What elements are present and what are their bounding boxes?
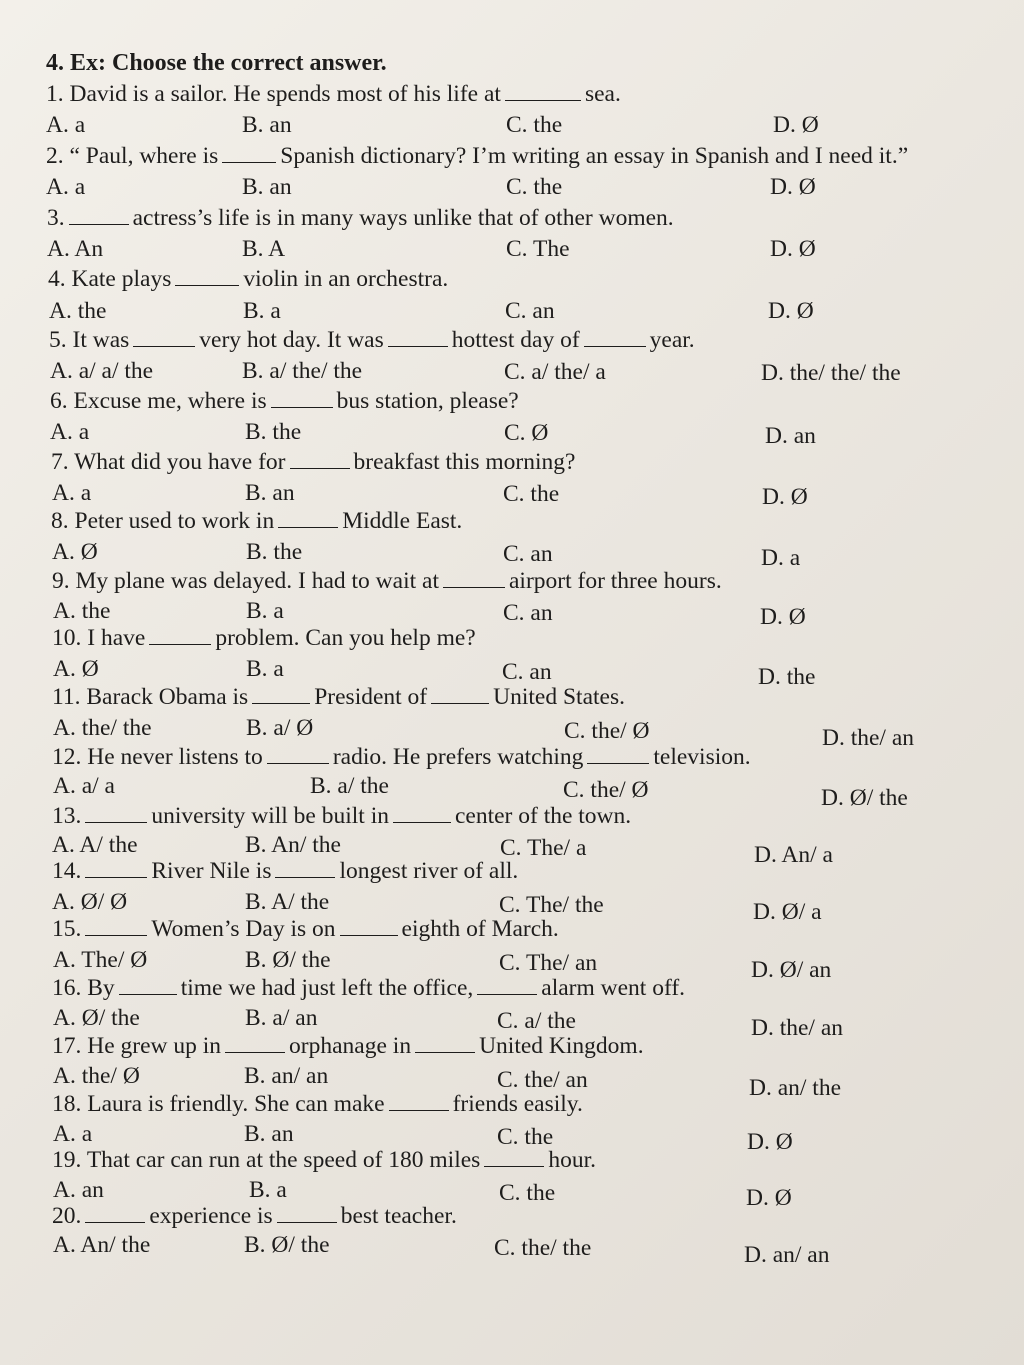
option-a[interactable]: A. Ø/ the	[53, 1005, 140, 1031]
question-text: 19. That car can run at the speed of 180 miles	[52, 1147, 481, 1173]
option-b[interactable]: B. a/ the	[310, 773, 389, 799]
option-c[interactable]: C. Ø	[504, 420, 549, 446]
answer-blank[interactable]	[225, 1032, 285, 1053]
question-text: 20.	[52, 1203, 82, 1229]
question-text: university will be built in	[151, 803, 389, 829]
option-c[interactable]: C. the	[506, 112, 563, 138]
question-text: 17. He grew up in	[52, 1033, 222, 1059]
option-b[interactable]: B. an/ an	[244, 1063, 329, 1089]
question-text: 16. By	[52, 975, 115, 1001]
question-text: very hot day. It was	[199, 327, 384, 353]
option-d[interactable]: D. the/ an	[822, 725, 915, 751]
question-8	[51, 507, 462, 535]
question-7	[51, 448, 575, 476]
option-c[interactable]: C. a/ the/ a	[504, 359, 606, 385]
answer-blank[interactable]	[505, 80, 581, 101]
answer-blank[interactable]	[175, 265, 239, 286]
question-text: 7. What did you have for	[51, 449, 286, 475]
question-16	[52, 974, 685, 1002]
option-a[interactable]: A. Ø	[52, 539, 98, 565]
question-text: Spanish dictionary? I’m writing an essay in Spanish and I need it.”	[280, 143, 909, 169]
option-b[interactable]: B. an	[244, 1121, 294, 1147]
question-text: United Kingdom.	[479, 1033, 644, 1059]
question-text: 3.	[47, 205, 65, 231]
option-c[interactable]: C. an	[502, 659, 552, 685]
question-text: year.	[649, 327, 695, 353]
question-text: friends easily.	[452, 1091, 583, 1117]
answer-blank[interactable]	[415, 1032, 475, 1053]
option-b[interactable]: B. the	[246, 539, 303, 565]
option-d[interactable]: D. Ø	[768, 298, 814, 324]
question-text: 10. I have	[52, 625, 146, 651]
option-a[interactable]: A. Ø/ Ø	[52, 889, 128, 915]
option-a[interactable]: A. A/ the	[52, 832, 138, 858]
question-5	[49, 326, 695, 354]
question-6	[50, 387, 519, 415]
answer-blank[interactable]	[389, 1090, 449, 1111]
answer-blank[interactable]	[85, 857, 147, 878]
answer-blank[interactable]	[278, 507, 338, 528]
option-c[interactable]: C. the/ Ø	[564, 718, 650, 744]
option-a[interactable]: A. a	[46, 174, 86, 200]
question-text: 14.	[52, 858, 82, 884]
option-d[interactable]: D. An/ a	[754, 842, 833, 868]
question-text: eighth of March.	[401, 916, 559, 942]
option-c[interactable]: C. the/ Ø	[563, 777, 649, 803]
option-d[interactable]: D. Ø	[760, 604, 806, 630]
question-text: bus station, please?	[336, 388, 519, 414]
option-c[interactable]: C. The/ the	[499, 892, 604, 918]
question-text: Women’s Day is on	[151, 916, 336, 942]
option-b[interactable]: B. a	[249, 1177, 287, 1203]
answer-blank[interactable]	[290, 448, 350, 469]
option-b[interactable]: B. the	[245, 419, 302, 445]
question-20	[52, 1202, 457, 1230]
answer-blank[interactable]	[69, 204, 129, 225]
question-text: television.	[653, 744, 751, 770]
question-4	[48, 265, 448, 293]
option-b[interactable]: B. an	[242, 112, 292, 138]
answer-blank[interactable]	[340, 915, 398, 936]
option-b[interactable]: B. an	[245, 480, 295, 506]
option-a[interactable]: A. a/ a	[53, 773, 115, 799]
question-15	[52, 915, 559, 943]
option-d[interactable]: D. an/ an	[744, 1242, 830, 1268]
option-c[interactable]: C. a/ the	[497, 1008, 576, 1034]
answer-blank[interactable]	[584, 326, 646, 347]
option-d[interactable]: D. the/ the/ the	[761, 360, 901, 386]
option-a[interactable]: A. The/ Ø	[53, 947, 148, 973]
option-b[interactable]: B. a/ Ø	[246, 715, 314, 741]
option-c[interactable]: C. an	[503, 600, 553, 626]
question-text: alarm went off.	[541, 975, 686, 1001]
question-17	[52, 1032, 644, 1060]
answer-blank[interactable]	[222, 142, 276, 163]
option-b[interactable]: B. An/ the	[245, 832, 341, 858]
question-text: President of	[314, 684, 428, 710]
option-b[interactable]: B. a	[246, 598, 284, 624]
option-c[interactable]: C. The/ an	[499, 950, 598, 976]
option-d[interactable]: D. an/ the	[749, 1075, 842, 1101]
option-d[interactable]: D. the	[758, 664, 816, 690]
option-a[interactable]: A. the/ Ø	[53, 1063, 140, 1089]
question-text: sea.	[584, 81, 621, 107]
option-d[interactable]: D. Ø/ a	[753, 899, 822, 925]
question-text: 4. Kate plays	[48, 266, 172, 292]
option-b[interactable]: B. Ø/ the	[244, 1232, 330, 1258]
option-d[interactable]: D. Ø	[747, 1129, 793, 1155]
question-text: 5. It was	[49, 327, 130, 353]
option-a[interactable]: A. a	[50, 419, 90, 445]
option-d[interactable]: D. Ø	[746, 1185, 792, 1211]
question-text: 13.	[52, 803, 82, 829]
answer-blank[interactable]	[443, 567, 505, 588]
question-text: actress’s life is in many ways unlike that of other women.	[132, 205, 674, 231]
question-3	[47, 204, 674, 232]
answer-blank[interactable]	[133, 326, 195, 347]
question-text: experience is	[149, 1203, 273, 1229]
question-text: time we had just left the office,	[180, 975, 474, 1001]
option-b[interactable]: B. Ø/ the	[245, 947, 331, 973]
question-19	[52, 1146, 596, 1174]
question-text: River Nile is	[151, 858, 272, 884]
question-12	[52, 743, 751, 771]
option-a[interactable]: A. the	[53, 598, 111, 624]
answer-blank[interactable]	[484, 1146, 544, 1167]
question-13	[52, 802, 631, 830]
option-a[interactable]: A. An/ the	[53, 1232, 151, 1258]
option-b[interactable]: B. a	[246, 656, 284, 682]
exercise-title: 4. Ex: Choose the correct answer.	[46, 50, 387, 76]
option-d[interactable]: D. Ø	[762, 484, 808, 510]
question-10	[52, 624, 476, 652]
question-11	[52, 683, 625, 711]
option-b[interactable]: B. an	[242, 174, 292, 200]
answer-blank[interactable]	[85, 1202, 145, 1223]
answer-blank[interactable]	[275, 857, 335, 878]
answer-blank[interactable]	[393, 802, 451, 823]
option-a[interactable]: A. a	[53, 1121, 93, 1147]
answer-blank[interactable]	[477, 974, 537, 995]
answer-blank[interactable]	[431, 683, 489, 704]
question-text: 6. Excuse me, where is	[50, 388, 267, 414]
option-c[interactable]: C. the	[499, 1180, 556, 1206]
option-b[interactable]: B. a	[243, 298, 281, 324]
answer-blank[interactable]	[119, 974, 177, 995]
option-b[interactable]: B. a/ an	[245, 1005, 318, 1031]
option-d[interactable]: D. Ø/ an	[751, 957, 832, 983]
option-c[interactable]: C. the	[503, 481, 560, 507]
option-b[interactable]: B. a/ the/ the	[242, 358, 363, 384]
question-text: hour.	[548, 1147, 596, 1173]
question-text: United States.	[493, 684, 625, 710]
answer-blank[interactable]	[271, 387, 333, 408]
option-c[interactable]: C. The/ a	[500, 835, 587, 861]
option-c[interactable]: C. the	[506, 174, 563, 200]
question-text: 9. My plane was delayed. I had to wait at	[52, 568, 439, 594]
option-b[interactable]: B. A	[242, 236, 286, 262]
question-2	[46, 142, 908, 170]
question-text: hottest day of	[451, 327, 580, 353]
question-text: 2. “ Paul, where is	[46, 143, 219, 169]
option-d[interactable]: D. a	[761, 545, 801, 571]
question-text: 18. Laura is friendly. She can make	[52, 1091, 385, 1117]
option-a[interactable]: A. a/ a/ the	[50, 358, 154, 384]
answer-blank[interactable]	[85, 915, 147, 936]
question-9	[52, 567, 722, 595]
answer-blank[interactable]	[388, 326, 448, 347]
answer-blank[interactable]	[587, 743, 649, 764]
question-text: problem. Can you help me?	[215, 625, 476, 651]
option-a[interactable]: A. Ø	[53, 656, 99, 682]
answer-blank[interactable]	[267, 743, 329, 764]
option-d[interactable]: D. an	[765, 423, 816, 449]
option-d[interactable]: D. Ø	[770, 174, 816, 200]
answer-blank[interactable]	[252, 683, 310, 704]
question-text: 12. He never listens to	[52, 744, 263, 770]
question-text: orphanage in	[289, 1033, 412, 1059]
question-1	[46, 80, 621, 108]
question-text: radio. He prefers watching	[332, 744, 584, 770]
option-a[interactable]: A. the/ the	[53, 715, 152, 741]
option-c[interactable]: C. an	[503, 541, 553, 567]
question-text: longest river of all.	[339, 858, 519, 884]
question-18	[52, 1090, 583, 1118]
option-a[interactable]: A. an	[53, 1177, 104, 1203]
option-c[interactable]: C. an	[505, 298, 555, 324]
question-text: 15.	[52, 916, 82, 942]
option-a[interactable]: A. An	[47, 236, 104, 262]
question-text: 8. Peter used to work in	[51, 508, 275, 534]
option-a[interactable]: A. a	[46, 112, 86, 138]
option-a[interactable]: A. the	[49, 298, 107, 324]
option-c[interactable]: C. the	[497, 1124, 554, 1150]
answer-blank[interactable]	[149, 624, 211, 645]
question-text: breakfast this morning?	[353, 449, 576, 475]
option-c[interactable]: C. The	[506, 236, 570, 262]
option-d[interactable]: D. Ø	[770, 236, 816, 262]
option-d[interactable]: D. Ø/ the	[821, 785, 908, 811]
question-text: airport for three hours.	[508, 568, 722, 594]
question-text: 11. Barack Obama is	[52, 684, 249, 710]
option-d[interactable]: D. the/ an	[751, 1015, 844, 1041]
option-c[interactable]: C. the/ the	[494, 1235, 592, 1261]
question-14	[52, 857, 518, 885]
question-text: 1. David is a sailor. He spends most of his life at	[46, 81, 501, 107]
option-b[interactable]: B. A/ the	[245, 889, 330, 915]
option-a[interactable]: A. a	[52, 480, 92, 506]
option-d[interactable]: D. Ø	[773, 112, 819, 138]
answer-blank[interactable]	[85, 802, 147, 823]
answer-blank[interactable]	[277, 1202, 337, 1223]
question-text: Middle East.	[342, 508, 463, 534]
option-c[interactable]: C. the/ an	[497, 1067, 588, 1093]
question-text: violin in an orchestra.	[243, 266, 449, 292]
question-text: best teacher.	[340, 1203, 457, 1229]
question-text: center of the town.	[454, 803, 632, 829]
